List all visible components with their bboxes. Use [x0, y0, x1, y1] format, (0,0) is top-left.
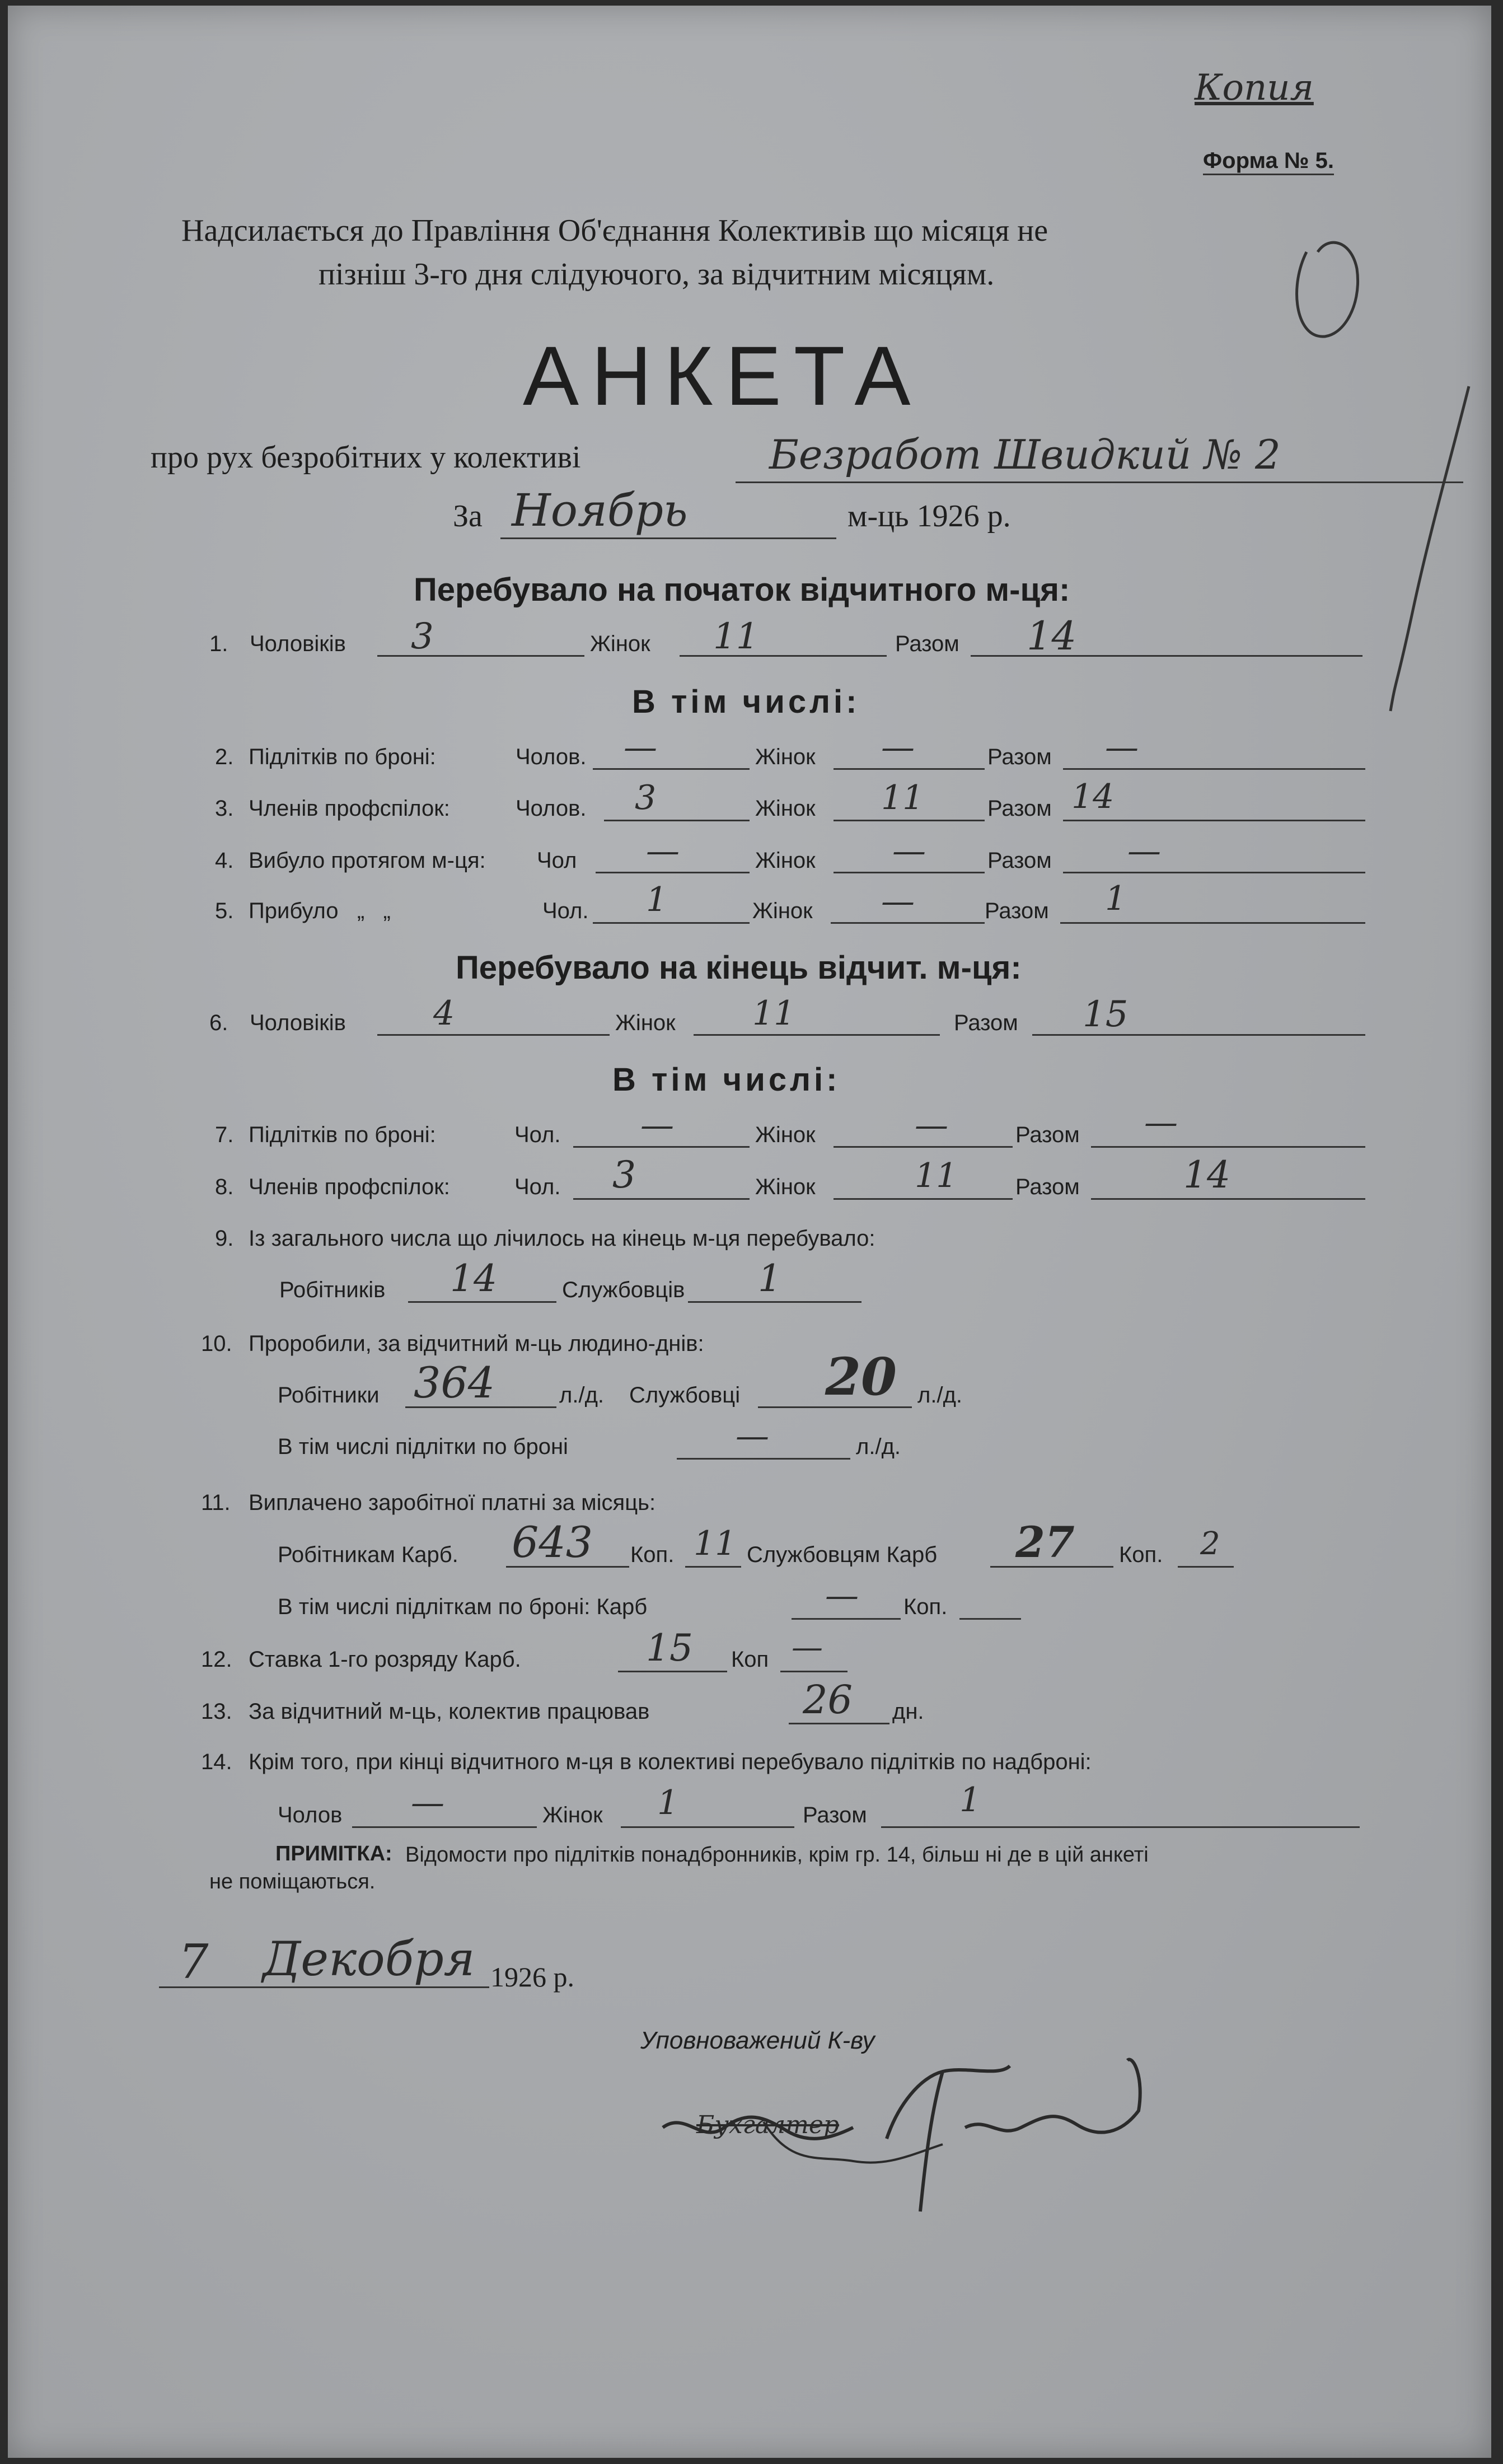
- row-5-women: —: [881, 882, 915, 921]
- row-11-teen-krb: —: [825, 1576, 859, 1615]
- row-9-employees-label: Службовців: [562, 1278, 685, 1302]
- row-10-unit: л./д.: [559, 1383, 605, 1408]
- row-11-kop-label: Коп.: [630, 1542, 675, 1567]
- row-2-total-label: Разом: [987, 745, 1052, 769]
- row-8-label: Членів профспілок:: [249, 1175, 450, 1199]
- row-14-women: 1: [657, 1783, 679, 1822]
- row-3-women-label: Жінок: [755, 796, 816, 821]
- row-2-num: 2.: [215, 745, 234, 769]
- row-12-krb: 15: [646, 1626, 693, 1670]
- row-1-women-label: Жінок: [590, 632, 650, 656]
- row-7-total: —: [1144, 1103, 1178, 1142]
- row-10-workers-label: Робітники: [278, 1383, 380, 1408]
- row-5-label: Прибуло „ „: [249, 899, 391, 923]
- section-start-heading: Перебувало на початок відчитного м-ця:: [414, 572, 1070, 608]
- row-2-women: —: [881, 728, 915, 767]
- report-month: Ноябрь: [512, 484, 688, 536]
- row-4-women: —: [892, 831, 926, 871]
- row-5-total-label: Разом: [985, 899, 1049, 923]
- row-2-label: Підлітків по броні:: [249, 745, 436, 769]
- row-6-total-label: Разом: [954, 1011, 1018, 1035]
- row-1-total: 14: [1027, 613, 1077, 659]
- row-8-men: 3: [612, 1153, 636, 1196]
- row-6-men: 4: [433, 994, 455, 1033]
- row-10-employees-label: Службовці: [629, 1383, 741, 1408]
- row-12-kop-label: Коп: [731, 1647, 769, 1672]
- row-11-kop-label-3: Коп.: [903, 1595, 948, 1619]
- signature-scribble: [652, 2044, 1200, 2245]
- row-9-workers: 14: [450, 1257, 497, 1300]
- row-9-num: 9.: [215, 1226, 234, 1251]
- row-2-men: —: [624, 728, 657, 767]
- including-heading-2: В тім числі:: [612, 1062, 841, 1098]
- row-10-teen-label: В тім числі підлітки по броні: [278, 1434, 568, 1459]
- row-3-total: 14: [1071, 777, 1115, 816]
- row-11-workers-krb: 643: [512, 1517, 593, 1567]
- accountant-label: Бухгалтер: [696, 2111, 840, 2139]
- row-10-label: Проробили, за відчитний м-ць людино-днів:: [249, 1331, 704, 1356]
- row-8-men-label: Чол.: [514, 1175, 561, 1199]
- row-7-label: Підлітків по броні:: [249, 1123, 436, 1147]
- row-14-women-label: Жінок: [542, 1803, 603, 1827]
- note-text-2: не поміщаються.: [209, 1870, 376, 1893]
- row-2-men-label: Чолов.: [516, 745, 587, 769]
- row-5-men: 1: [646, 880, 668, 919]
- row-6-num: 6.: [209, 1011, 228, 1035]
- row-1-total-label: Разом: [895, 632, 959, 656]
- row-5-women-label: Жінок: [752, 899, 813, 923]
- row-8-total-label: Разом: [1015, 1175, 1080, 1199]
- row-4-men: —: [646, 831, 680, 871]
- date-year: 1926 р.: [490, 1961, 574, 1993]
- form-number: Форма № 5.: [1203, 148, 1334, 175]
- row-11-employees-krb: 27: [1015, 1517, 1075, 1567]
- row-13-label: За відчитний м-ць, колектив працював: [249, 1699, 650, 1724]
- row-6-total: 15: [1083, 994, 1129, 1035]
- row-13-days: 26: [803, 1677, 853, 1723]
- row-8-women-label: Жінок: [755, 1175, 816, 1199]
- row-11-employees-kop: 2: [1200, 1526, 1220, 1562]
- intro-line-1: Надсилається до Правління Об'єднання Колективів що місяця не: [181, 213, 1048, 248]
- row-7-num: 7.: [215, 1123, 234, 1147]
- row-8-women: 11: [915, 1156, 958, 1195]
- note-text-1: Відомости про підлітків понадбронників, крім гр. 14, більш ні де в цій анкеті: [405, 1843, 1149, 1867]
- row-6-men-label: Чоловіків: [250, 1011, 346, 1035]
- row-9-label: Із загального числа що лічилось на кінець м-ця перебувало:: [249, 1226, 875, 1251]
- row-3-total-label: Разом: [987, 796, 1052, 821]
- subtitle-prefix: про рух безробітних у колективі: [151, 440, 581, 475]
- page-title: АНКЕТА: [523, 329, 923, 423]
- row-7-men-label: Чол.: [514, 1123, 561, 1147]
- row-14-men: —: [411, 1783, 444, 1822]
- row-3-label: Членів профспілок:: [249, 796, 450, 821]
- row-7-women-label: Жінок: [755, 1123, 816, 1147]
- row-10-num: 10.: [201, 1331, 232, 1356]
- row-11-kop-label-2: Коп.: [1119, 1542, 1163, 1567]
- row-9-employees: 1: [758, 1257, 781, 1300]
- row-11-label: Виплачено заробітної платні за місяць:: [249, 1490, 656, 1515]
- row-10-unit-3: л./д.: [856, 1434, 901, 1459]
- row-4-men-label: Чол: [537, 848, 577, 873]
- row-5-total: 1: [1105, 879, 1127, 918]
- row-11-workers-kop: 11: [694, 1524, 737, 1563]
- row-10-workers: 364: [414, 1358, 495, 1408]
- margin-pencil-marks: [1284, 218, 1497, 722]
- row-7-men: —: [640, 1106, 674, 1145]
- row-3-num: 3.: [215, 796, 234, 821]
- row-13-unit: дн.: [892, 1699, 924, 1724]
- row-11-teen-label: В тім числі підліткам по броні: Карб: [278, 1595, 648, 1619]
- row-1-num: 1.: [209, 632, 228, 656]
- row-12-num: 12.: [201, 1647, 232, 1672]
- row-12-label: Ставка 1-го розряду Карб.: [249, 1647, 521, 1672]
- section-end-heading: Перебувало на кінець відчит. м-ця:: [456, 950, 1022, 986]
- row-7-total-label: Разом: [1015, 1123, 1080, 1147]
- collective-name: Безработ Швидкий № 2: [769, 431, 1281, 478]
- row-3-men: 3: [635, 778, 657, 817]
- row-4-total: —: [1127, 831, 1161, 871]
- row-13-num: 13.: [201, 1699, 232, 1724]
- row-10-teen: —: [736, 1416, 769, 1456]
- row-14-men-label: Чолов: [278, 1803, 343, 1827]
- month-suffix: м-ць 1926 р.: [848, 499, 1011, 534]
- row-10-employees: 20: [825, 1346, 897, 1407]
- row-11-employees-label: Службовцям Карб: [747, 1542, 938, 1567]
- row-8-num: 8.: [215, 1175, 234, 1199]
- row-4-women-label: Жінок: [755, 848, 816, 873]
- form-sheet: [8, 6, 1491, 2458]
- row-7-women: —: [915, 1106, 948, 1145]
- row-11-num: 11.: [201, 1490, 231, 1515]
- row-3-women: 11: [881, 778, 924, 817]
- row-9-workers-label: Робітників: [279, 1278, 386, 1302]
- note-bold: ПРИМІТКА:: [275, 1842, 392, 1865]
- row-6-women-label: Жінок: [615, 1011, 676, 1035]
- date-month: Декобря: [263, 1932, 475, 1986]
- row-14-total-label: Разом: [803, 1803, 867, 1827]
- row-3-men-label: Чолов.: [516, 796, 587, 821]
- row-5-num: 5.: [215, 899, 234, 923]
- row-4-label: Вибуло протягом м-ця:: [249, 848, 486, 873]
- row-4-num: 4.: [215, 848, 234, 873]
- row-4-total-label: Разом: [987, 848, 1052, 873]
- row-6-women: 11: [752, 994, 795, 1033]
- row-1-men: 3: [411, 616, 434, 657]
- corner-note: Копия: [1195, 67, 1314, 109]
- date-day: 7: [179, 1934, 209, 1989]
- row-14-num: 14.: [201, 1750, 232, 1774]
- row-2-women-label: Жінок: [755, 745, 816, 769]
- row-2-total: —: [1105, 728, 1139, 767]
- intro-line-2: пізніш 3-го дня слідуючого, за відчитним місяцям.: [319, 257, 995, 292]
- authorized-label: Уповноважений К-ву: [640, 2027, 875, 2054]
- including-heading-1: В тім числі:: [632, 684, 860, 720]
- row-14-label: Крім того, при кінці відчитного м-ця в колективі перебувало підлітків по надброні:: [249, 1750, 1092, 1774]
- for-label: За: [453, 499, 483, 534]
- row-11-workers-label: Робітникам Карб.: [278, 1542, 458, 1567]
- row-10-unit-2: л./д.: [917, 1383, 963, 1408]
- row-1-women: 11: [713, 616, 759, 657]
- row-1-men-label: Чоловіків: [250, 632, 346, 656]
- row-5-men-label: Чол.: [542, 899, 589, 923]
- row-8-total: 14: [1183, 1153, 1230, 1196]
- row-12-kop: —: [792, 1629, 823, 1666]
- row-14-total: 1: [959, 1780, 981, 1820]
